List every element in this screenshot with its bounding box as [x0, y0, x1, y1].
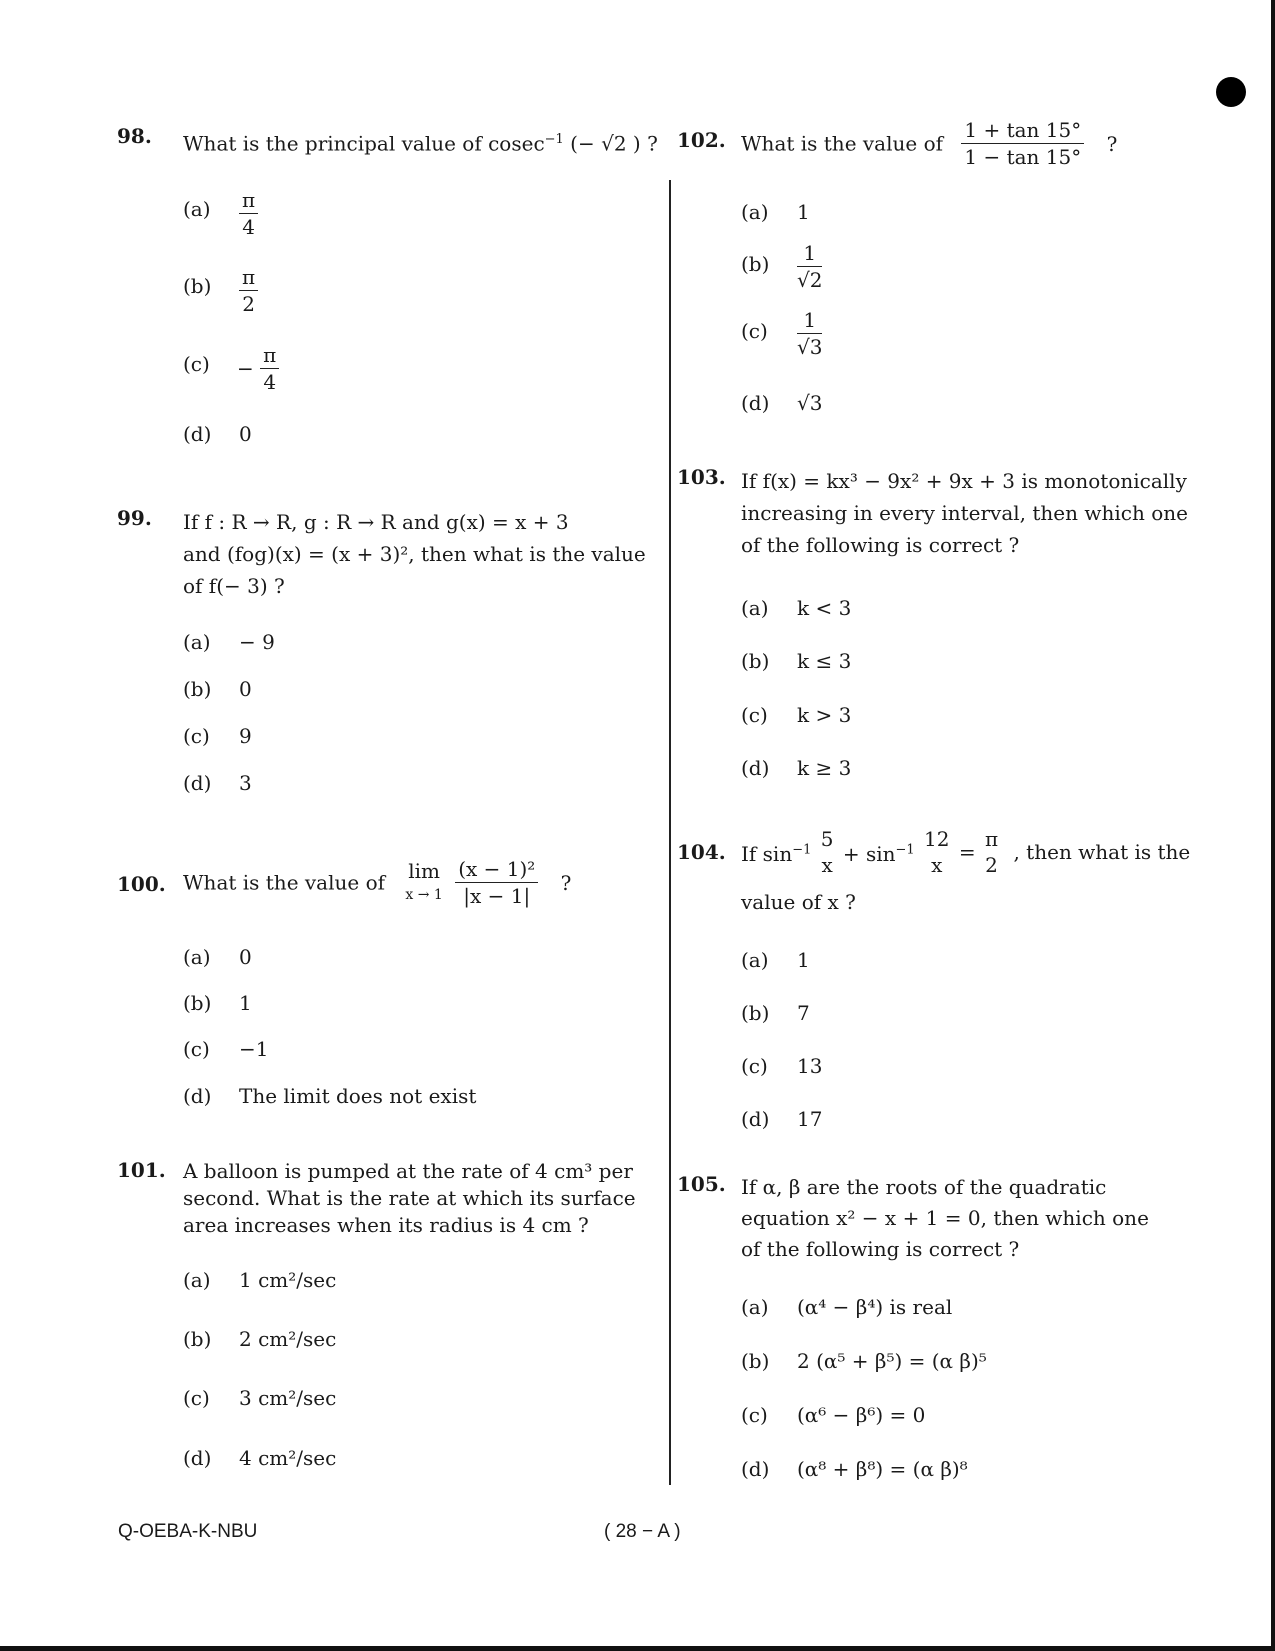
question-stem: If α, β are the roots of the quadratic equation x² − x + 1 = 0, then which one of the following is correct ? [741, 1175, 1149, 1261]
question-stem: A balloon is pumped at the rate of 4 cm³ per second. What is the rate at which its surface area increases when its radius is 4 cm ? [183, 1159, 636, 1237]
question-number: 100. [117, 872, 166, 896]
question-stem: What is the value of $\frac{1 + \tan 15^\circ}{1 - \tan 15^\circ}$ ? [741, 118, 1118, 169]
question-stem: If f(x) = kx³ − 9x² + 9x + 3 is monotonically increasing in every interval, then which one of the following is correct ? [741, 469, 1188, 557]
question-number: 103. [677, 465, 726, 489]
question-number: 101. [117, 1158, 166, 1182]
question-stem-line2: value of x ? [741, 890, 856, 914]
registration-mark [1216, 77, 1246, 107]
question-stem: What is the value of lim x → 1 $\frac{\text{(x − 1)²}}{|x - 1|}$ ? [183, 857, 572, 908]
question-stem: If $\sin^{-1}$ 5 x + $\sin^{-1}$ 12 x = π 2 , then what is the [741, 827, 1191, 877]
question-number: 104. [677, 840, 726, 864]
question-number: 99. [117, 506, 152, 530]
question-stem: If f : R → R, g : R → R and g(x) = x + 3 and (fog)(x) = (x + 3)², then what is the value of f(− 3) ? [183, 510, 646, 598]
question-number: 102. [677, 128, 726, 152]
question-stem: What is the principal value of cosec$^{-1}$ (− √2 ) ? [183, 131, 658, 156]
question-number: 98. [117, 124, 152, 148]
page-number: ( 28 − A ) [604, 1521, 681, 1542]
column-divider [669, 180, 671, 1485]
question-number: 105. [677, 1172, 726, 1196]
paper-code: Q-OEBA-K-NBU [118, 1521, 258, 1542]
